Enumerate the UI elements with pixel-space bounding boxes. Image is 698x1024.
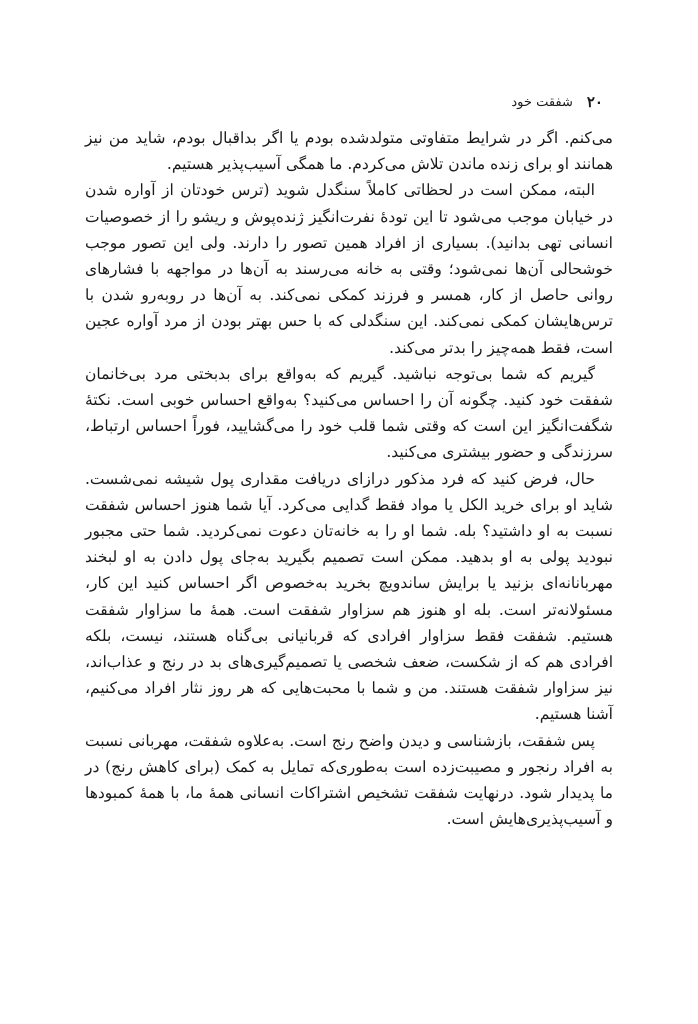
paragraph: حال، فرض کنید که فرد مذکور درازای دریافت مقداری پول شیشه نمی‌شست. شاید او برای خرید الکل یا مواد فقط گدایی می‌کرد. آیا شما هنوز احساس شفقت نسبت به او داشتید؟ بله. شما او را به خانه‌تان دعوت نمی‌کردید. شما حتی مجبور نبودید پولی به او بدهید. ممکن است تصمیم بگیرید به‌جای پول دادن به او لبخند مهربانانه‌ای بزنید یا برایش ساندویچ بخرید به‌خصوص اگر احساس کنید این کار، مسئولانه‌تر است. بله او هنوز هم سزاوار شفقت است. همهٔ ما سزاوار شفقت هستیم. شفقت فقط سزاوار افرادی که قربانیانی بی‌گناه هستند، نیست، بلکه افرادی هم که از شکست، ضعف شخصی یا تصمیم‌گیری‌های بد در رنج و عذاب‌اند، نیز سزاوار شفقت هستند. من و شما با محبت‌هایی که هر روز نثار افراد می‌کنیم، آشنا هستیم. [85,469,613,724]
paragraph: گیریم که شما بی‌توجه نباشید. گیریم که به‌واقع برای بدبختی مرد بی‌خانمان شفقت خود کنید. چگونه آن را احساس می‌کنید؟ به‌واقع احساس خوبی است. نکتهٔ شگفت‌انگیز این است که وقتی شما قلب خود را می‌گشایید، فوراً احساس ارتباط، سرزندگی و حضور بیشتری می‌کنید. [85,364,613,462]
page-number: ۲۰ [586,93,603,111]
body-text [85,125,613,832]
paragraph: البته، ممکن است در لحظاتی کاملاً سنگدل شوید (ترس خودتان از آواره شدن در خیابان موجب می‌شود تا این تودهٔ نفرت‌انگیز ژنده‌پوش و ریشو را از خصوصیات انسانی تهی بدانید). بسیاری از افراد همین تصور را دارند. ولی این تصور موجب خوشحالی آن‌ها نمی‌شود؛ وقتی به خانه می‌رسند به آن‌ها در مواجهه با فشارهای روانی حاصل از کار، همسر و فرزند کمکی نمی‌کند. به آن‌ها در روبه‌رو شدن با ترس‌هایشان کمکی نمی‌کند. این سنگدلی که با حس بهتر بودن از مرد آواره عجین است، فقط همه‌چیز را بدتر می‌کند. [85,181,613,357]
running-title: شفقت خود [511,94,573,110]
running-header [95,90,603,114]
paragraph: پس شفقت، بازشناسی و دیدن واضح رنج است. به‌علاوه شفقت، مهربانی نسبت به افراد رنجور و مصیبت‌زده است به‌طوری‌که تمایل به کمک (برای کاهش رنج) در ما پدیدار شود. درنهایت شفقت تشخیص اشتراکات انسانی همهٔ ما، با همهٔ کمبودها و آسیب‌پذیری‌هایش است. [85,731,613,829]
paragraph: می‌کنم. اگر در شرایط متفاوتی متولدشده بودم یا اگر بداقبال بودم، شاید من نیز همانند او برای زنده ماندن تلاش می‌کردم. ما همگی آسیب‌پذیر هستیم. [85,129,613,174]
